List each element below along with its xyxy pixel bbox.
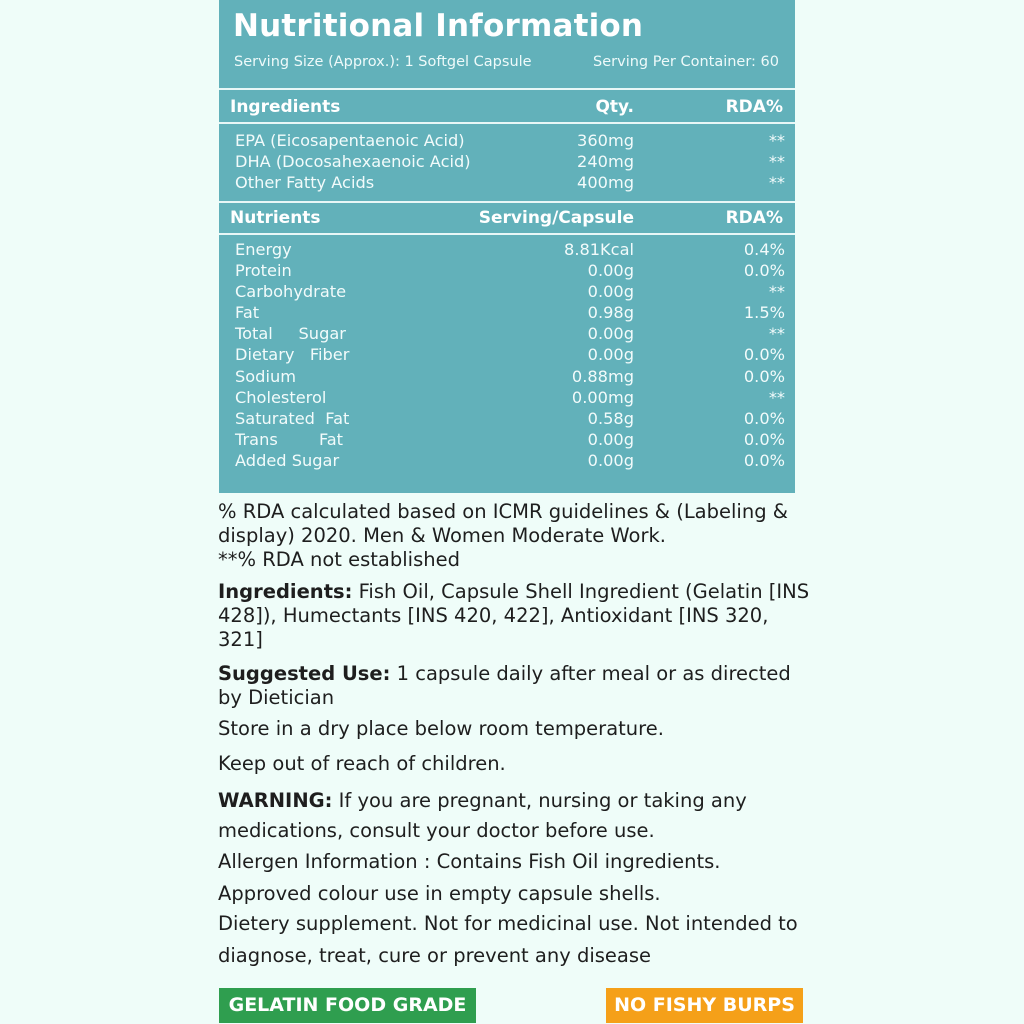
nutrient-row-qty: 0.00g <box>587 450 634 470</box>
nutrient-row-name: Energy <box>235 240 292 259</box>
nutrients-header-rda: RDA% <box>725 208 783 228</box>
nutrient-row-name: Added Sugar <box>235 450 340 470</box>
suggested-use-text: 1 capsule daily after meal or as directed by Dietician <box>218 662 791 709</box>
ingredient-row-name: EPA (Eicosapentaenoic Acid) <box>235 131 465 150</box>
ingredients-text: Fish Oil, Capsule Shell Ingredient (Gelatin [INS 428]), Humectants [INS 420, 422], Antioxidant [INS 320, 321] <box>218 580 810 651</box>
nutrient-row-rda: ** <box>768 282 785 302</box>
warning <box>218 786 818 846</box>
ingredient-row-rda: ** <box>768 173 785 193</box>
divider <box>219 88 795 90</box>
nutrient-row <box>219 367 795 388</box>
nutrient-row-qty: 0.00g <box>587 324 634 344</box>
nutrient-row-rda: 1.5% <box>743 303 785 323</box>
nutrient-row-name: Sodium <box>235 366 296 386</box>
nutrient-row <box>219 409 795 430</box>
ingredients-header <box>219 93 795 121</box>
nutrient-row-name: Dietary Fiber <box>235 345 350 365</box>
nutrient-row-rda: 0.0% <box>743 429 785 449</box>
nutrient-row-name: Fat <box>235 303 260 323</box>
ingredients-list <box>219 131 795 194</box>
serving-size: Serving Size (Approx.): 1 Softgel Capsule <box>234 54 532 70</box>
nutrient-row-qty: 0.88mg <box>571 366 634 386</box>
nutrient-row-name: Cholesterol <box>235 387 327 407</box>
ingredients-header-rda: RDA% <box>725 97 783 117</box>
ingredient-row <box>219 131 795 152</box>
serving-per-container: Serving Per Container: 60 <box>593 54 779 70</box>
ingredient-row-qty: 400mg <box>577 173 634 193</box>
nutrient-row-qty: 0.00g <box>587 261 634 281</box>
nutrient-row <box>219 388 795 409</box>
nutrient-row-rda: 0.0% <box>743 450 785 470</box>
nutrient-row-name: Saturated Fat <box>235 408 350 428</box>
ingredients-header-qty: Qty. <box>595 97 634 117</box>
nutrient-row-name: Protein <box>235 261 292 281</box>
nutrient-row-name: Carbohydrate <box>235 282 347 302</box>
nutrient-row-rda: 0.0% <box>743 261 785 281</box>
nutrient-row <box>219 430 795 451</box>
storage-note: Store in a dry place below room temperature. <box>218 717 664 740</box>
divider <box>219 233 795 235</box>
nutrient-row <box>219 261 795 282</box>
children-note: Keep out of reach of children. <box>218 752 506 775</box>
ingredients-label: Ingredients: <box>218 580 353 603</box>
ingredient-row <box>219 173 795 194</box>
nutrient-row-rda: 0.0% <box>743 345 785 365</box>
ingredient-row-name: DHA (Docosahexaenoic Acid) <box>235 152 471 172</box>
ingredient-row <box>219 152 795 173</box>
ingredient-row-rda: ** <box>768 152 785 172</box>
nutrient-row-qty: 0.00g <box>587 429 634 449</box>
rda-note: % RDA calculated based on ICMR guidelines & (Labeling & display) 2020. Men & Women Moderate Work. <box>218 500 788 547</box>
ingredient-row-qty: 240mg <box>577 152 634 172</box>
divider <box>219 201 795 203</box>
panel-title: Nutritional Information <box>233 8 644 44</box>
nutrient-row <box>219 282 795 303</box>
nutrient-row <box>219 303 795 324</box>
nutrition-panel <box>219 0 795 493</box>
nutrients-header-name: Nutrients <box>230 208 321 228</box>
warning-text: If you are pregnant, nursing or taking any medications, consult your doctor before use. <box>218 789 747 842</box>
nutrient-row-rda: 0.0% <box>743 366 785 386</box>
nutrient-row <box>219 451 795 472</box>
ingredient-row-name: Other Fatty Acids <box>235 173 375 193</box>
suggested-use-label: Suggested Use: <box>218 662 391 685</box>
nutrient-row-qty: 0.58g <box>587 408 634 428</box>
nutrient-row-rda: 0.0% <box>743 408 785 428</box>
nutrient-row-rda: ** <box>768 387 785 407</box>
nutrient-row-rda: 0.4% <box>743 240 785 259</box>
rda-not-established: **% RDA not established <box>218 548 460 571</box>
divider <box>219 122 795 124</box>
ingredients-statement <box>218 580 818 652</box>
nutrient-row-qty: 0.00g <box>587 345 634 365</box>
nutrient-row-qty: 0.98g <box>587 303 634 323</box>
ingredient-row-rda: ** <box>768 131 785 150</box>
ingredients-header-name: Ingredients <box>230 97 341 117</box>
nutrient-row-rda: ** <box>768 324 785 344</box>
nutrient-row <box>219 240 795 261</box>
nutrient-row-qty: 0.00g <box>587 282 634 302</box>
nutrient-row <box>219 345 795 366</box>
disclaimer: Dietery supplement. Not for medicinal use. Not intended to diagnose, treat, cure or prevent any disease <box>218 912 798 967</box>
nutrients-list <box>219 240 795 472</box>
nutrient-row-name: Trans Fat <box>235 429 344 449</box>
nutrient-row <box>219 324 795 345</box>
nutrient-row-qty: 0.00mg <box>571 387 634 407</box>
suggested-use <box>218 662 818 710</box>
nutrients-header-qty: Serving/Capsule <box>478 208 634 228</box>
nutrient-row-name: Total Sugar <box>235 324 346 344</box>
gelatin-food-grade-badge: GELATIN FOOD GRADE <box>219 988 476 1023</box>
warning-label: WARNING: <box>218 789 333 812</box>
allergen-info: Allergen Information : Contains Fish Oil ingredients. Approved colour use in empty capsule shells. <box>218 850 721 905</box>
nutrients-header <box>219 204 795 232</box>
no-fishy-burps-badge: NO FISHY BURPS <box>606 988 803 1023</box>
nutrient-row-qty: 8.81Kcal <box>564 240 634 259</box>
ingredient-row-qty: 360mg <box>577 131 634 150</box>
